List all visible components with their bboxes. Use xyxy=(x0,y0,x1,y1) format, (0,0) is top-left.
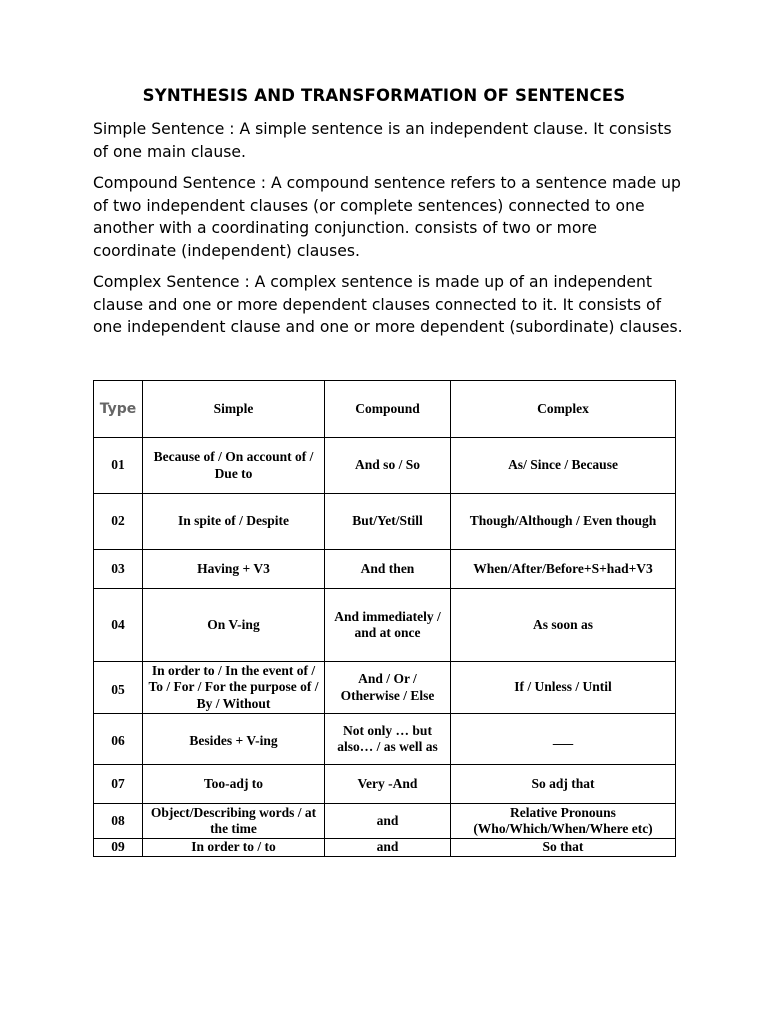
cell-compound: and xyxy=(325,804,451,839)
complex-sentence-definition: Complex Sentence : A complex sentence is made up of an independent clause and one or more dependent clauses connected to it. It consists of one independent clause and one or more dependent (subordinate) clauses. xyxy=(93,273,683,336)
table-header-row xyxy=(94,381,676,438)
cell-compound: and xyxy=(325,839,451,857)
cell-complex: Relative Pronouns (Who/Which/When/Where etc) xyxy=(451,804,676,839)
cell-complex: As/ Since / Because xyxy=(451,438,676,494)
cell-simple: On V-ing xyxy=(143,589,325,662)
table-row xyxy=(94,494,676,550)
page-title: SYNTHESIS AND TRANSFORMATION OF SENTENCES xyxy=(142,86,626,105)
cell-type: 08 xyxy=(94,804,143,839)
cell-simple: Besides + V-ing xyxy=(143,714,325,765)
table-row xyxy=(94,839,676,857)
cell-simple: In spite of / Despite xyxy=(143,494,325,550)
table-row xyxy=(94,589,676,662)
header-complex: Complex xyxy=(451,381,676,438)
cell-type: 03 xyxy=(94,550,143,589)
cell-compound: And then xyxy=(325,550,451,589)
table-row xyxy=(94,714,676,765)
transformation-table xyxy=(93,380,676,857)
cell-compound: But/Yet/Still xyxy=(325,494,451,550)
cell-simple: In order to / In the event of / To / For / For the purpose of / By / Without xyxy=(143,662,325,714)
cell-simple: Having + V3 xyxy=(143,550,325,589)
cell-simple: Because of / On account of / Due to xyxy=(143,438,325,494)
cell-complex: ___ xyxy=(451,714,676,765)
table-row xyxy=(94,804,676,839)
table-row xyxy=(94,550,676,589)
compound-sentence-definition: Compound Sentence : A compound sentence refers to a sentence made up of two independent clauses (or complete sentences) connected to one another with a coordinating conjunction. consists of two or more coordinate (independent) clauses. xyxy=(93,174,681,260)
cell-type: 09 xyxy=(94,839,143,857)
cell-simple: In order to / to xyxy=(143,839,325,857)
cell-complex: When/After/Before+S+had+V3 xyxy=(451,550,676,589)
cell-simple: Too-adj to xyxy=(143,765,325,804)
cell-complex: Though/Although / Even though xyxy=(451,494,676,550)
cell-type: 04 xyxy=(94,589,143,662)
cell-simple: Object/Describing words / at the time xyxy=(143,804,325,839)
cell-compound: Not only … but also… / as well as xyxy=(325,714,451,765)
cell-type: 02 xyxy=(94,494,143,550)
header-compound: Compound xyxy=(325,381,451,438)
cell-complex: As soon as xyxy=(451,589,676,662)
table-row xyxy=(94,765,676,804)
cell-type: 01 xyxy=(94,438,143,494)
cell-compound: And so / So xyxy=(325,438,451,494)
cell-complex: If / Unless / Until xyxy=(451,662,676,714)
cell-compound: And / Or / Otherwise / Else xyxy=(325,662,451,714)
cell-complex: So adj that xyxy=(451,765,676,804)
table-row xyxy=(94,438,676,494)
cell-type: 07 xyxy=(94,765,143,804)
cell-type: 05 xyxy=(94,662,143,714)
cell-type: 06 xyxy=(94,714,143,765)
cell-compound: And immediately / and at once xyxy=(325,589,451,662)
table-row xyxy=(94,662,676,714)
header-simple: Simple xyxy=(143,381,325,438)
simple-sentence-definition: Simple Sentence : A simple sentence is an independent clause. It consists of one main clause. xyxy=(93,120,672,161)
cell-complex: So that xyxy=(451,839,676,857)
header-type: Type xyxy=(94,381,143,438)
cell-compound: Very -And xyxy=(325,765,451,804)
